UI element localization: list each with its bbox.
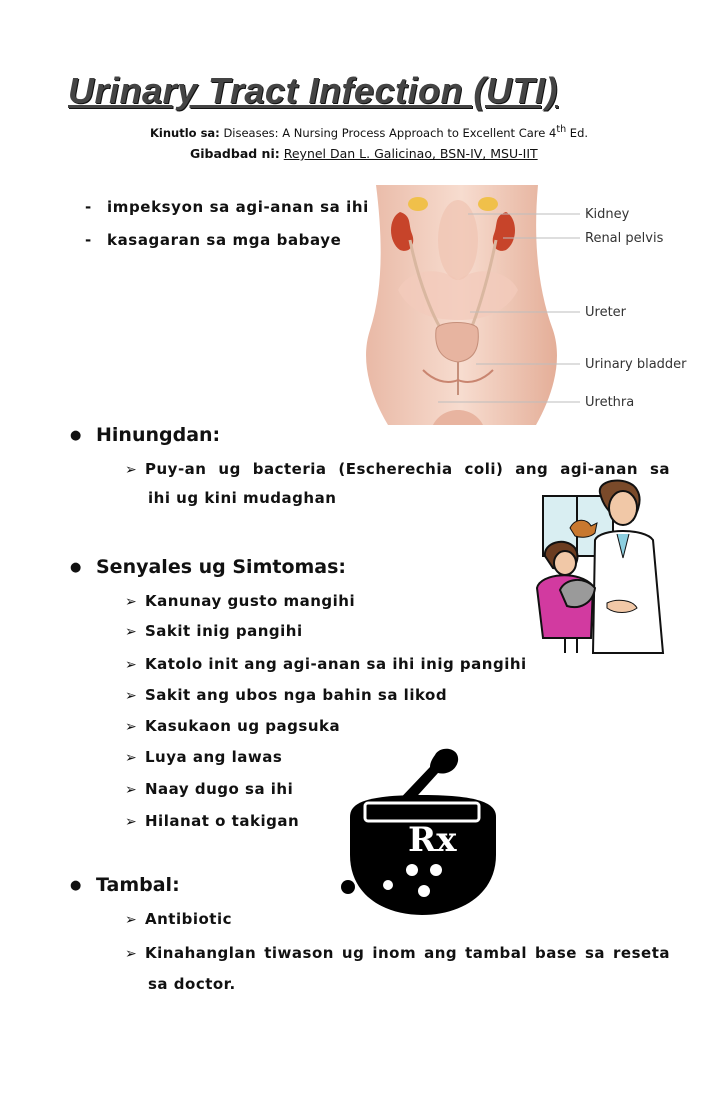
arrow-bullet-icon: ➢ [125, 782, 138, 798]
page-title: Urinary Tract Infection (UTI) [68, 70, 558, 111]
causes-heading-text: Hinungdan: [96, 424, 221, 446]
arrow-bullet-icon: ➢ [125, 750, 138, 766]
label-ureter: Ureter [585, 305, 627, 320]
source-label: Kinutlo sa: [150, 125, 220, 140]
arrow-bullet-icon: ➢ [125, 594, 138, 610]
causes-line-1: Puy-an ug bacteria (Escherechia coli) ang agi-anan sa [145, 460, 670, 478]
arrow-bullet-icon: ➢ [125, 657, 138, 673]
source-text: Diseases: A Nursing Process Approach to Excellent Care 4 [223, 125, 557, 140]
arrow-bullet-icon: ➢ [125, 719, 138, 735]
intro-item-1: - impeksyon sa agi-anan sa ihi [85, 198, 369, 216]
section-causes-heading: ● Hinungdan: [70, 424, 221, 446]
treatment-text-2: Kinahanglan tiwason ug inom ang tambal base sa reseta [145, 944, 670, 962]
treatment-item-1 [125, 910, 232, 928]
arrow-bullet-icon: ➢ [125, 688, 138, 704]
symptom-text-4: Sakit ang ubos nga bahin sa likod [145, 686, 448, 704]
author-name: Reynel Dan L. Galicinao, BSN-IV, MSU-IIT [283, 146, 538, 161]
label-kidney: Kidney [585, 207, 630, 222]
section-treatment-heading: ● Tambal: [70, 874, 180, 896]
label-urethra: Urethra [585, 395, 635, 410]
symptom-item-2 [125, 622, 303, 640]
label-renal-pelvis: Renal pelvis [585, 231, 664, 246]
author-line [190, 146, 538, 161]
symptom-text-3: Katolo init ang agi-anan sa ihi inig pangihi [145, 655, 527, 673]
arrow-bullet-icon: ➢ [125, 912, 138, 928]
rx-mortar-pestle-icon [340, 745, 505, 925]
author-label: Gibadbad ni: [190, 146, 280, 161]
intro-text-1: impeksyon sa agi-anan sa ihi [107, 198, 369, 216]
rx-text: Rx [408, 820, 457, 860]
symptom-item-1 [125, 592, 355, 610]
arrow-bullet-icon: ➢ [125, 946, 138, 962]
treatment-item-2 [125, 944, 670, 962]
arrow-bullet-icon: ➢ [125, 814, 138, 830]
arrow-bullet-icon: ➢ [125, 462, 138, 478]
causes-line-2: ihi ug kini mudaghan [148, 489, 337, 507]
treatment-heading-text: Tambal: [96, 874, 180, 896]
urinary-anatomy-illustration [338, 180, 708, 425]
intro-text-2: kasagaran sa mga babaye [107, 231, 342, 249]
arrow-bullet-icon: ➢ [125, 624, 138, 640]
symptom-text-2: Sakit inig pangihi [145, 622, 303, 640]
symptom-item-4 [125, 686, 447, 704]
source-sup: th [556, 124, 567, 135]
source-ed: Ed. [566, 125, 589, 140]
label-urinary-bladder: Urinary bladder [585, 357, 687, 372]
treatment-text-1: Antibiotic [145, 910, 232, 928]
symptom-item-8 [125, 812, 299, 830]
symptoms-heading-text: Senyales ug Simtomas: [96, 556, 347, 578]
treatment-text-2-cont: sa doctor. [148, 975, 236, 993]
symptom-item-6 [125, 748, 282, 766]
symptom-text-5: Kasukaon ug pagsuka [145, 717, 341, 735]
source-line [150, 124, 588, 140]
intro-item-2: - kasagaran sa mga babaye [85, 231, 342, 249]
causes-item [125, 460, 670, 478]
symptom-text-8: Hilanat o takigan [145, 812, 300, 830]
doctor-with-child-illustration [525, 478, 670, 656]
symptom-text-1: Kanunay gusto mangihi [145, 592, 356, 610]
symptom-item-5 [125, 717, 340, 735]
section-symptoms-heading: ● Senyales ug Simtomas: [70, 556, 347, 578]
symptom-item-7 [125, 780, 293, 798]
symptom-text-6: Luya ang lawas [145, 748, 283, 766]
symptom-item-3 [125, 655, 527, 673]
symptom-text-7: Naay dugo sa ihi [145, 780, 294, 798]
